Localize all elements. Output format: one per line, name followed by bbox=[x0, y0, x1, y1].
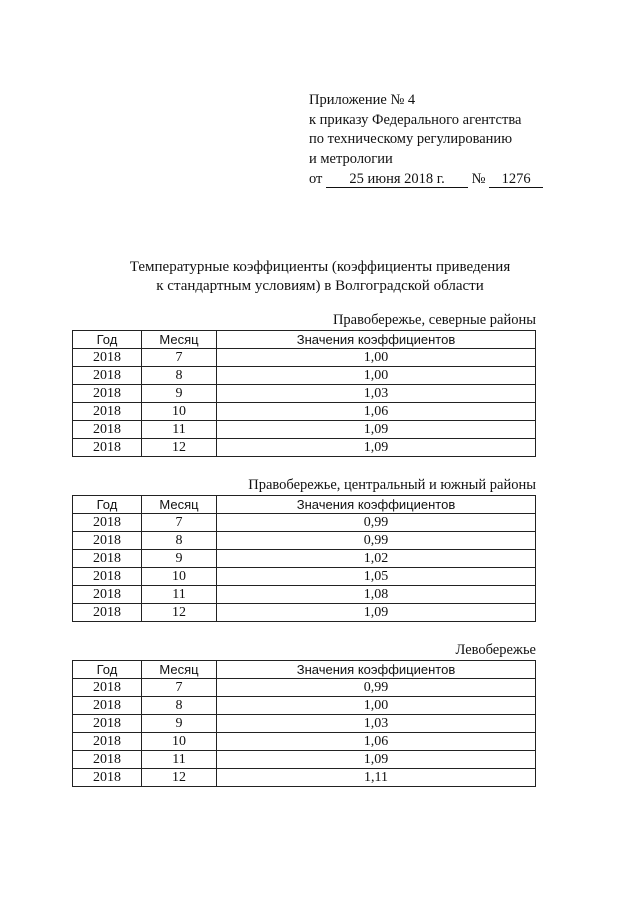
column-header-year: Год bbox=[73, 496, 142, 514]
cell-coefficient: 1,06 bbox=[217, 733, 536, 751]
cell-year: 2018 bbox=[73, 715, 142, 733]
order-number: 1276 bbox=[489, 171, 543, 188]
cell-year: 2018 bbox=[73, 385, 142, 403]
column-header-month: Месяц bbox=[142, 496, 217, 514]
cell-year: 2018 bbox=[73, 439, 142, 457]
appendix-agency-line: по техническому регулированию bbox=[309, 131, 513, 147]
column-header-coefficient: Значения коэффициентов bbox=[217, 331, 536, 349]
table-header-row bbox=[73, 496, 536, 514]
cell-coefficient: 1,09 bbox=[217, 604, 536, 622]
table-row bbox=[73, 532, 536, 550]
cell-coefficient: 1,05 bbox=[217, 568, 536, 586]
cell-year: 2018 bbox=[73, 421, 142, 439]
cell-year: 2018 bbox=[73, 679, 142, 697]
cell-month: 10 bbox=[142, 733, 217, 751]
column-header-month: Месяц bbox=[142, 661, 217, 679]
cell-year: 2018 bbox=[73, 349, 142, 367]
cell-coefficient: 1,00 bbox=[217, 697, 536, 715]
table-caption: Правобережье, центральный и южный районы bbox=[248, 477, 536, 493]
cell-year: 2018 bbox=[73, 550, 142, 568]
coefficient-table bbox=[72, 330, 536, 457]
table-row bbox=[73, 733, 536, 751]
number-sign: № bbox=[471, 171, 486, 187]
cell-month: 11 bbox=[142, 586, 217, 604]
cell-year: 2018 bbox=[73, 604, 142, 622]
cell-year: 2018 bbox=[73, 586, 142, 604]
column-header-year: Год bbox=[73, 661, 142, 679]
coefficient-table bbox=[72, 495, 536, 622]
appendix-order-ref: к приказу Федерального агентства bbox=[309, 111, 522, 128]
cell-coefficient: 1,08 bbox=[217, 586, 536, 604]
cell-coefficient: 1,03 bbox=[217, 385, 536, 403]
cell-month: 12 bbox=[142, 769, 217, 787]
cell-month: 11 bbox=[142, 421, 217, 439]
cell-coefficient: 1,11 bbox=[217, 769, 536, 787]
table-row bbox=[73, 568, 536, 586]
cell-coefficient: 1,00 bbox=[217, 367, 536, 385]
table-header-row bbox=[73, 331, 536, 349]
table-row bbox=[73, 349, 536, 367]
cell-year: 2018 bbox=[73, 733, 142, 751]
cell-coefficient: 1,09 bbox=[217, 751, 536, 769]
table-row bbox=[73, 421, 536, 439]
cell-coefficient: 1,09 bbox=[217, 439, 536, 457]
table-row bbox=[73, 385, 536, 403]
cell-year: 2018 bbox=[73, 367, 142, 385]
cell-month: 12 bbox=[142, 604, 217, 622]
cell-month: 9 bbox=[142, 550, 217, 568]
table-row bbox=[73, 439, 536, 457]
table-row bbox=[73, 715, 536, 733]
table-row bbox=[73, 604, 536, 622]
column-header-year: Год bbox=[73, 331, 142, 349]
title-line-2: к стандартным условиям) в Волгоградской области bbox=[156, 278, 484, 294]
cell-month: 7 bbox=[142, 349, 217, 367]
appendix-header bbox=[309, 91, 543, 190]
cell-month: 12 bbox=[142, 439, 217, 457]
cell-year: 2018 bbox=[73, 697, 142, 715]
appendix-title: Приложение № 4 bbox=[309, 92, 416, 108]
cell-month: 10 bbox=[142, 403, 217, 421]
table-row bbox=[73, 550, 536, 568]
table-row bbox=[73, 367, 536, 385]
cell-coefficient: 1,00 bbox=[217, 349, 536, 367]
cell-coefficient: 1,09 bbox=[217, 421, 536, 439]
cell-coefficient: 0,99 bbox=[217, 679, 536, 697]
cell-year: 2018 bbox=[73, 532, 142, 550]
cell-coefficient: 0,99 bbox=[217, 514, 536, 532]
column-header-month: Месяц bbox=[142, 331, 217, 349]
cell-coefficient: 1,06 bbox=[217, 403, 536, 421]
column-header-coefficient: Значения коэффициентов bbox=[217, 496, 536, 514]
cell-year: 2018 bbox=[73, 751, 142, 769]
table-caption: Левобережье bbox=[455, 642, 536, 658]
cell-coefficient: 1,02 bbox=[217, 550, 536, 568]
cell-month: 9 bbox=[142, 385, 217, 403]
table-caption: Правобережье, северные районы bbox=[332, 312, 536, 328]
column-header-coefficient: Значения коэффициентов bbox=[217, 661, 536, 679]
coefficient-table bbox=[72, 660, 536, 787]
cell-month: 8 bbox=[142, 697, 217, 715]
cell-month: 7 bbox=[142, 679, 217, 697]
cell-month: 11 bbox=[142, 751, 217, 769]
cell-coefficient: 1,03 bbox=[217, 715, 536, 733]
table-header-row bbox=[73, 661, 536, 679]
cell-month: 10 bbox=[142, 568, 217, 586]
table-row bbox=[73, 697, 536, 715]
cell-coefficient: 0,99 bbox=[217, 532, 536, 550]
appendix-agency-line-2: и метрологии bbox=[309, 150, 393, 167]
title-line-1: Температурные коэффициенты (коэффициенты приведения bbox=[129, 259, 511, 275]
document-title bbox=[60, 258, 580, 296]
table-row bbox=[73, 586, 536, 604]
table-row bbox=[73, 751, 536, 769]
cell-year: 2018 bbox=[73, 769, 142, 787]
order-date-number bbox=[309, 170, 543, 190]
table-row bbox=[73, 679, 536, 697]
cell-month: 9 bbox=[142, 715, 217, 733]
table-row bbox=[73, 769, 536, 787]
cell-month: 7 bbox=[142, 514, 217, 532]
table-row bbox=[73, 403, 536, 421]
cell-month: 8 bbox=[142, 367, 217, 385]
order-date: 25 июня 2018 г. bbox=[326, 171, 468, 188]
cell-month: 8 bbox=[142, 532, 217, 550]
cell-year: 2018 bbox=[73, 514, 142, 532]
order-prefix: от bbox=[309, 171, 323, 187]
cell-year: 2018 bbox=[73, 403, 142, 421]
cell-year: 2018 bbox=[73, 568, 142, 586]
table-row bbox=[73, 514, 536, 532]
